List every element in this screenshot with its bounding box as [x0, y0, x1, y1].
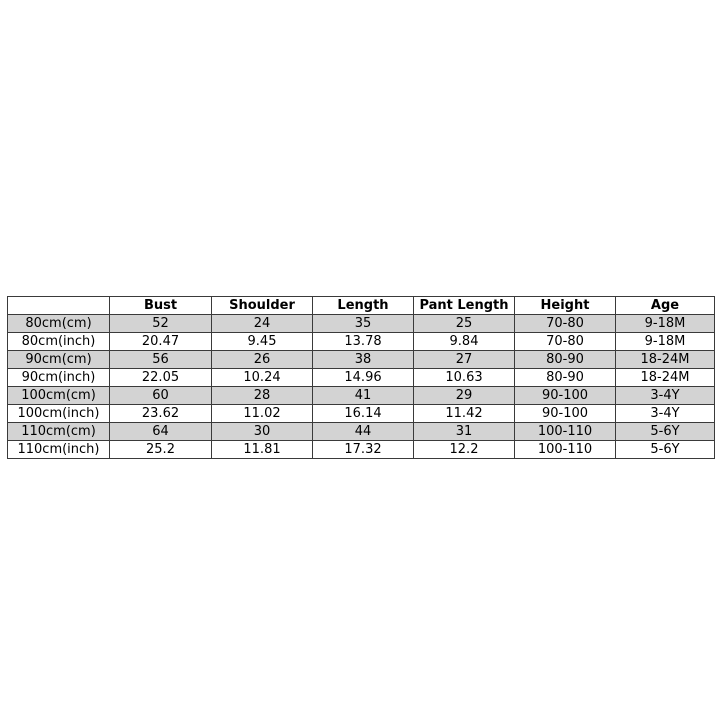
table-cell: 44: [313, 423, 414, 441]
table-cell: 11.81: [212, 441, 313, 459]
table-cell: 9-18M: [616, 315, 715, 333]
table-cell: 27: [414, 351, 515, 369]
table-cell: 28: [212, 387, 313, 405]
table-cell-size: 90cm(cm): [8, 351, 110, 369]
table-cell-size: 110cm(inch): [8, 441, 110, 459]
header-cell-pant-length: Pant Length: [414, 297, 515, 315]
table-cell: 29: [414, 387, 515, 405]
table-cell: 18-24M: [616, 351, 715, 369]
table-cell: 52: [110, 315, 212, 333]
table-cell: 3-4Y: [616, 387, 715, 405]
table-cell: 26: [212, 351, 313, 369]
table-cell: 70-80: [515, 315, 616, 333]
table-cell: 20.47: [110, 333, 212, 351]
table-cell: 5-6Y: [616, 423, 715, 441]
header-cell-length: Length: [313, 297, 414, 315]
table-cell: 17.32: [313, 441, 414, 459]
table-cell: 100-110: [515, 423, 616, 441]
table-cell: 41: [313, 387, 414, 405]
table-row: [8, 423, 715, 441]
table-row: [8, 333, 715, 351]
table-cell: 9.84: [414, 333, 515, 351]
table-cell: 22.05: [110, 369, 212, 387]
table-row: [8, 387, 715, 405]
table-cell-size: 80cm(cm): [8, 315, 110, 333]
table-cell: 11.42: [414, 405, 515, 423]
table-cell: 24: [212, 315, 313, 333]
table-cell: 3-4Y: [616, 405, 715, 423]
header-row: [8, 297, 715, 315]
table-cell: 9-18M: [616, 333, 715, 351]
header-cell-shoulder: Shoulder: [212, 297, 313, 315]
table-cell: 60: [110, 387, 212, 405]
table-cell: 11.02: [212, 405, 313, 423]
table-row: [8, 369, 715, 387]
table-cell: 30: [212, 423, 313, 441]
table-cell: 25: [414, 315, 515, 333]
table-cell: 9.45: [212, 333, 313, 351]
table-cell-size: 100cm(inch): [8, 405, 110, 423]
table-cell: 35: [313, 315, 414, 333]
table-cell: 31: [414, 423, 515, 441]
table-cell: 14.96: [313, 369, 414, 387]
header-cell-bust: Bust: [110, 297, 212, 315]
header-cell-age: Age: [616, 297, 715, 315]
table-cell: 64: [110, 423, 212, 441]
table-row: [8, 441, 715, 459]
table-cell: 10.63: [414, 369, 515, 387]
table-cell: 18-24M: [616, 369, 715, 387]
size-chart-table: [7, 296, 715, 459]
table-cell-size: 80cm(inch): [8, 333, 110, 351]
table-cell: 80-90: [515, 351, 616, 369]
table-row: [8, 405, 715, 423]
table-cell: 25.2: [110, 441, 212, 459]
table-cell-size: 90cm(inch): [8, 369, 110, 387]
table-cell: 90-100: [515, 387, 616, 405]
table-cell: 38: [313, 351, 414, 369]
table-row: [8, 351, 715, 369]
table-cell: 10.24: [212, 369, 313, 387]
table-cell: 70-80: [515, 333, 616, 351]
header-cell-size: [8, 297, 110, 315]
table-cell: 23.62: [110, 405, 212, 423]
table-cell: 13.78: [313, 333, 414, 351]
table-cell-size: 110cm(cm): [8, 423, 110, 441]
table-cell-size: 100cm(cm): [8, 387, 110, 405]
table-cell: 56: [110, 351, 212, 369]
table-cell: 80-90: [515, 369, 616, 387]
table-cell: 12.2: [414, 441, 515, 459]
table-row: [8, 315, 715, 333]
table-cell: 90-100: [515, 405, 616, 423]
table-cell: 100-110: [515, 441, 616, 459]
header-cell-height: Height: [515, 297, 616, 315]
table-cell: 16.14: [313, 405, 414, 423]
table-cell: 5-6Y: [616, 441, 715, 459]
